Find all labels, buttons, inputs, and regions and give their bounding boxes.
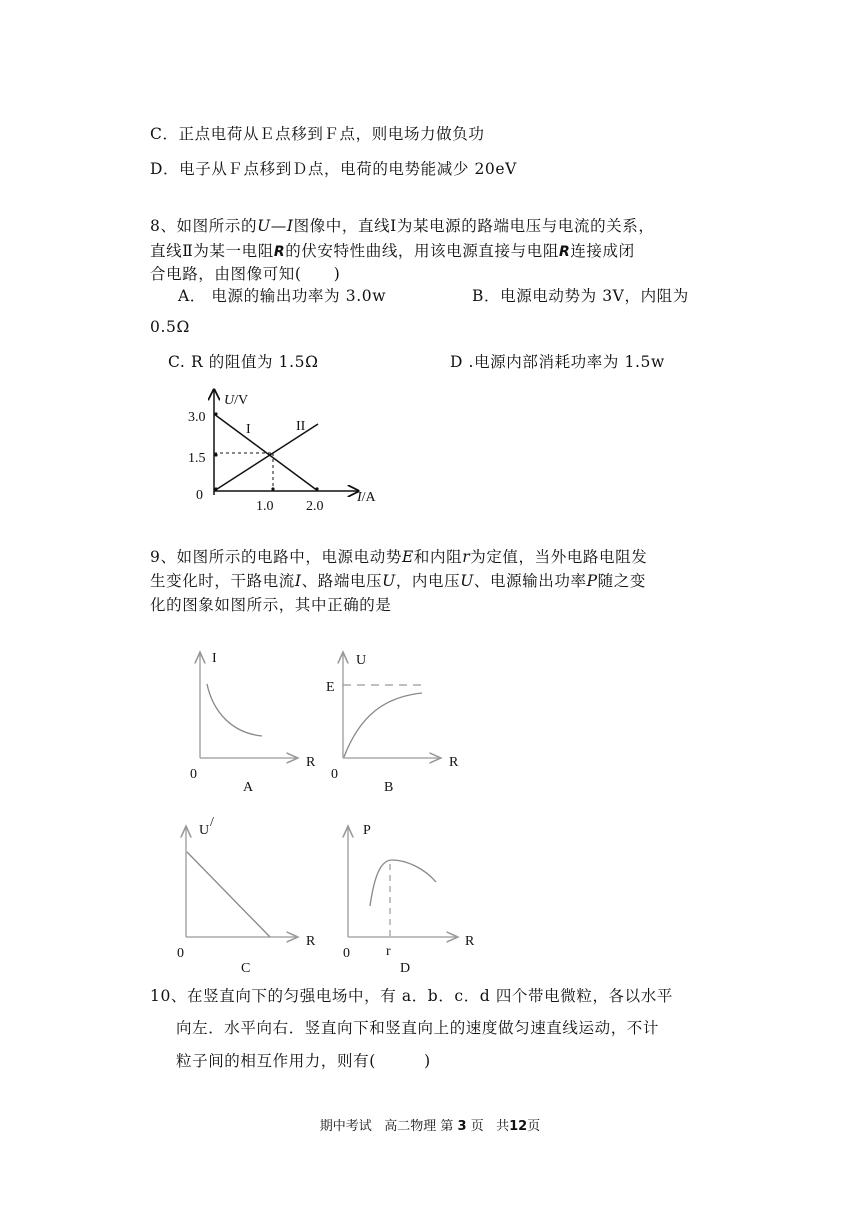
q9-graph-b — [326, 652, 459, 795]
q7-option-c: C．正点电荷从Ｅ点移到Ｆ点，则电场力做负功 — [150, 125, 485, 143]
q9-c-caption: C — [241, 961, 251, 976]
q8-option-a: A． 电源的输出功率为 3.0w — [178, 287, 387, 305]
q9-a-origin: 0 — [190, 767, 197, 782]
q9-d-origin: 0 — [343, 946, 350, 961]
q9-b-curve — [344, 693, 422, 757]
q7-option-d: D．电子从Ｆ点移到Ｄ点，电荷的电势能减少 20eV — [150, 160, 517, 178]
q8-stem-line3: 合电路，由图像可知( ) — [150, 265, 341, 283]
q10-stem-line2: 向左．水平向右．竖直向下和竖直向上的速度做匀速直线运动，不计 — [176, 1019, 660, 1037]
q9-b-level-label: E — [326, 680, 335, 695]
q9-b-origin: 0 — [331, 767, 338, 782]
q9-a-curve — [207, 684, 262, 736]
q9-stem-line3: 化的图象如图所示，其中正确的是 — [150, 596, 392, 614]
q9-stem-line2: 生变化时，干路电流I、路端电压U，内电压U、电源输出功率P随之变 — [150, 572, 646, 590]
q8-x-tick-1: 1.0 — [256, 499, 274, 514]
q9-c-prime: / — [210, 815, 214, 830]
page-footer: 期中考试 高二物理 第 3 页 共12页 — [319, 1119, 541, 1134]
q9-a-x-label: R — [306, 755, 316, 770]
q9-b-y-label: U — [356, 653, 367, 668]
q8-line-I-label: I — [246, 422, 251, 437]
q9-d-peak-label: r — [386, 944, 391, 959]
q9-c-y-label: U — [199, 823, 210, 838]
q9-c-origin: 0 — [177, 946, 184, 961]
q10-stem-line1: 10、在竖直向下的匀强电场中，有 a．b．c．d 四个带电微粒，各以水平 — [150, 987, 673, 1005]
q8-y-label: U/V — [224, 393, 249, 408]
q9-d-caption: D — [400, 961, 411, 976]
q9-stem-line1: 9、如图所示的电路中，电源电动势E和内阻r为定值，当外电路电阻发 — [150, 548, 648, 566]
q9-b-x-label: R — [449, 755, 459, 770]
q8-stem-line2: 直线Ⅱ为某一电阻R的伏安特性曲线，用该电源直接与电阻R连接成闭 — [150, 242, 635, 260]
q9-graph-a — [190, 651, 316, 795]
q8-x-label: I/A — [357, 490, 376, 505]
q9-a-y-label: I — [212, 651, 217, 666]
q8-option-c: C. R 的阻值为 1.5Ω — [168, 353, 319, 371]
q9-d-curve — [370, 860, 436, 906]
q8-option-b-cont: 0.5Ω — [150, 318, 190, 336]
q9-graph-c — [177, 815, 316, 976]
q9-b-caption: B — [384, 780, 394, 795]
q8-x-tick-2: 2.0 — [306, 499, 324, 514]
q9-c-line — [187, 852, 270, 937]
q8-y-tick-3: 3.0 — [188, 410, 206, 425]
q8-option-b: B．电源电动势为 3V，内阻为 — [472, 287, 689, 305]
q8-y-tick-15: 1.5 — [188, 451, 206, 466]
q9-d-x-label: R — [465, 934, 475, 949]
q9-c-x-label: R — [306, 934, 316, 949]
q8-line-II-label: II — [296, 419, 306, 434]
q10-stem-line3: 粒子间的相互作用力，则有( ) — [176, 1052, 431, 1070]
q9-graph-d — [343, 823, 475, 976]
q8-origin: 0 — [196, 488, 203, 503]
q8-option-d: D .电源内部消耗功率为 1.5w — [450, 353, 665, 371]
q8-stem-line1: 8、如图所示的U—I图像中，直线Ⅰ为某电源的路端电压与电流的关系， — [150, 217, 655, 235]
q9-d-y-label: P — [363, 823, 371, 838]
q9-a-caption: A — [243, 780, 254, 795]
